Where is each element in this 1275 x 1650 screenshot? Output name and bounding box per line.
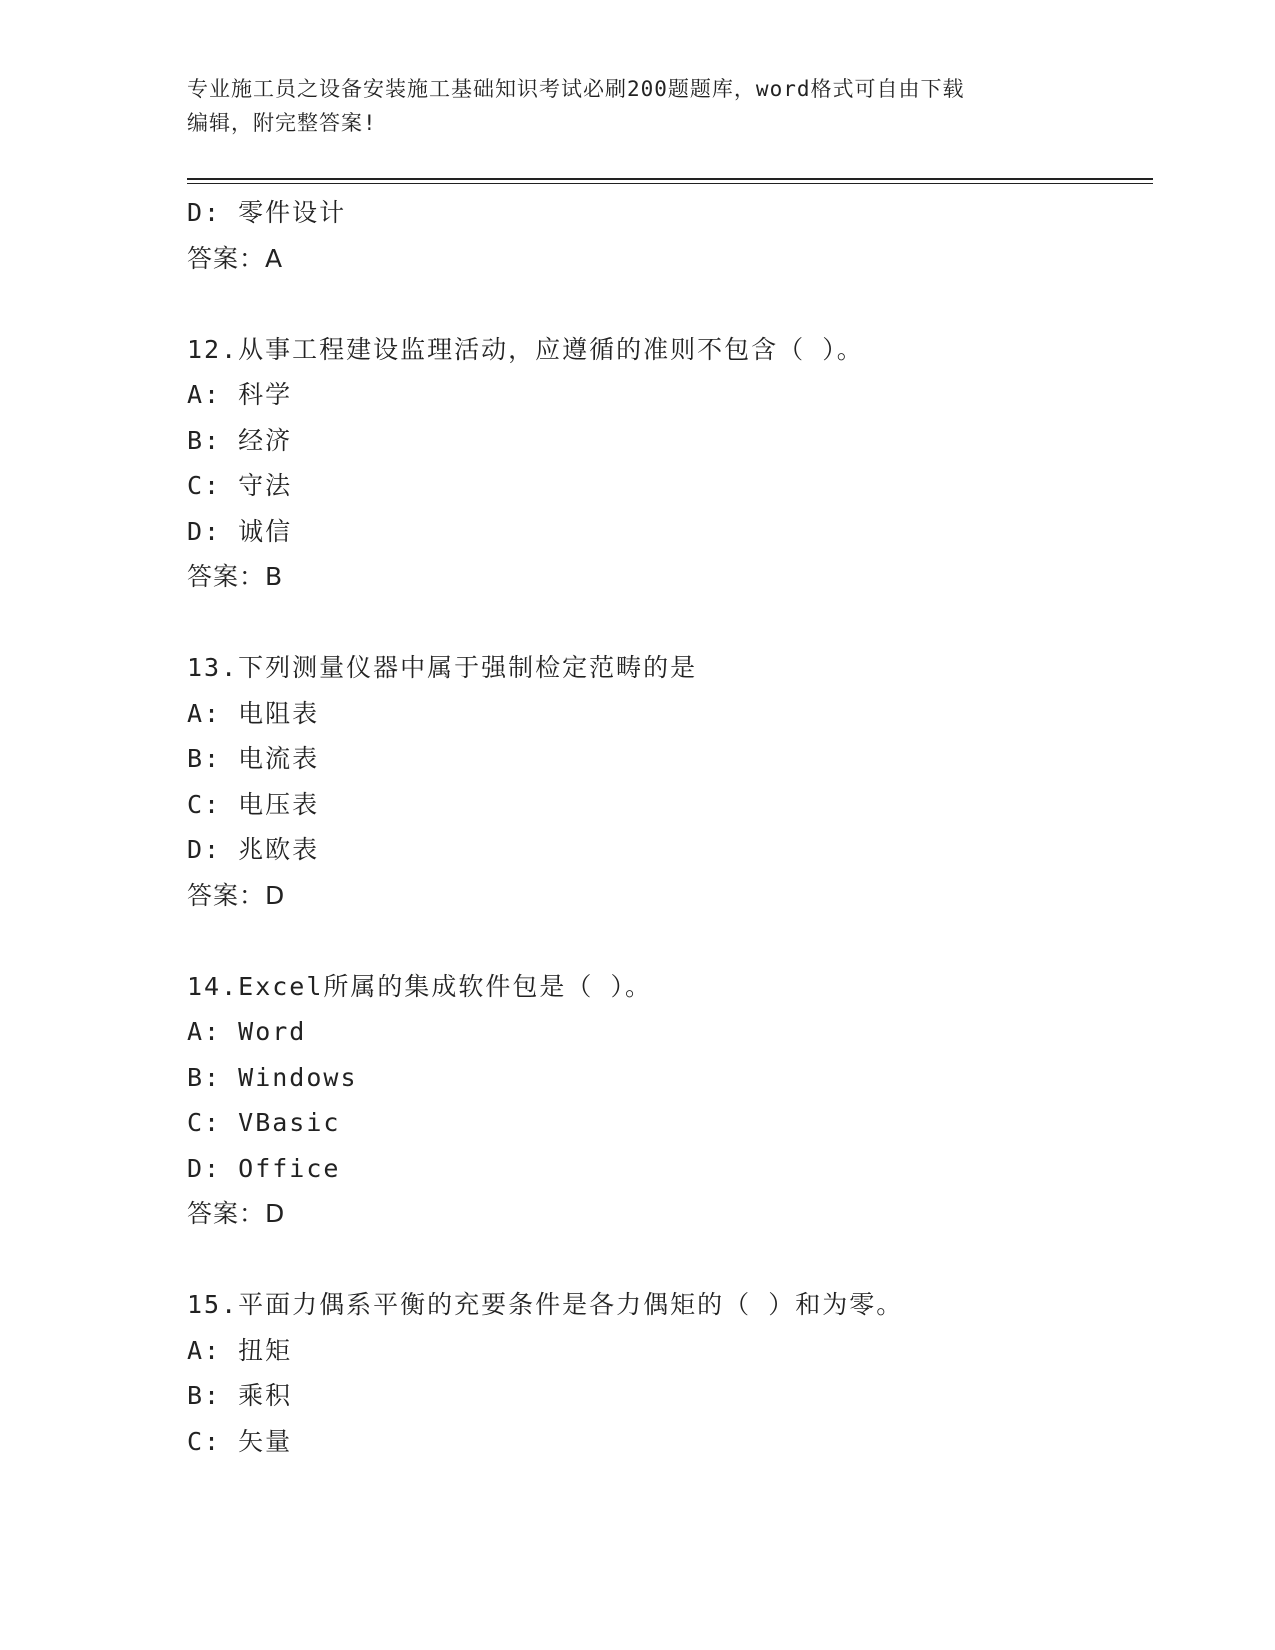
question-15	[187, 1282, 1147, 1464]
header-title-line-2: 编辑，附完整答案!	[187, 111, 377, 135]
option-b: B: 经济	[187, 425, 293, 455]
question-13	[187, 645, 1147, 918]
answer-line: 答案：A	[187, 243, 284, 273]
header-title-line-1: 专业施工员之设备安装施工基础知识考试必刷200题题库，word格式可自由下载	[187, 77, 965, 101]
question-stem: 14.Excel所属的集成软件包是（ ）。	[187, 971, 652, 1001]
option-c: C: 电压表	[187, 789, 320, 819]
option-c: C: 矢量	[187, 1426, 293, 1456]
option-b: B: Windows	[187, 1062, 358, 1092]
question-stem: 13.下列测量仪器中属于强制检定范畴的是	[187, 653, 698, 682]
option-b: B: 乘积	[187, 1381, 293, 1410]
option-b: B: 电流表	[187, 744, 320, 773]
option-c: C: VBasic	[187, 1108, 341, 1137]
option-a: A: 电阻表	[187, 698, 320, 728]
previous-question-tail	[187, 190, 1147, 281]
option-d: D: Office	[187, 1153, 341, 1183]
header-divider-thick	[187, 178, 1153, 180]
question-14	[187, 964, 1147, 1237]
answer-line: 答案：D	[187, 880, 286, 910]
option-d: D: 零件设计	[187, 198, 347, 227]
document-header	[187, 72, 1067, 140]
question-stem: 15.平面力偶系平衡的充要条件是各力偶矩的（ ）和为零。	[187, 1290, 904, 1319]
option-a: A: 科学	[187, 380, 293, 409]
answer-line: 答案：D	[187, 1199, 286, 1228]
question-12	[187, 327, 1147, 600]
option-a: A: 扭矩	[187, 1335, 293, 1365]
question-list	[187, 190, 1147, 1464]
question-stem: 12.从事工程建设监理活动，应遵循的准则不包含（ ）。	[187, 334, 864, 364]
header-divider-thin	[187, 183, 1153, 184]
option-d: D: 兆欧表	[187, 835, 320, 864]
option-c: C: 守法	[187, 471, 293, 500]
answer-line: 答案：B	[187, 562, 284, 591]
option-a: A: Word	[187, 1017, 307, 1046]
option-d: D: 诚信	[187, 516, 293, 546]
